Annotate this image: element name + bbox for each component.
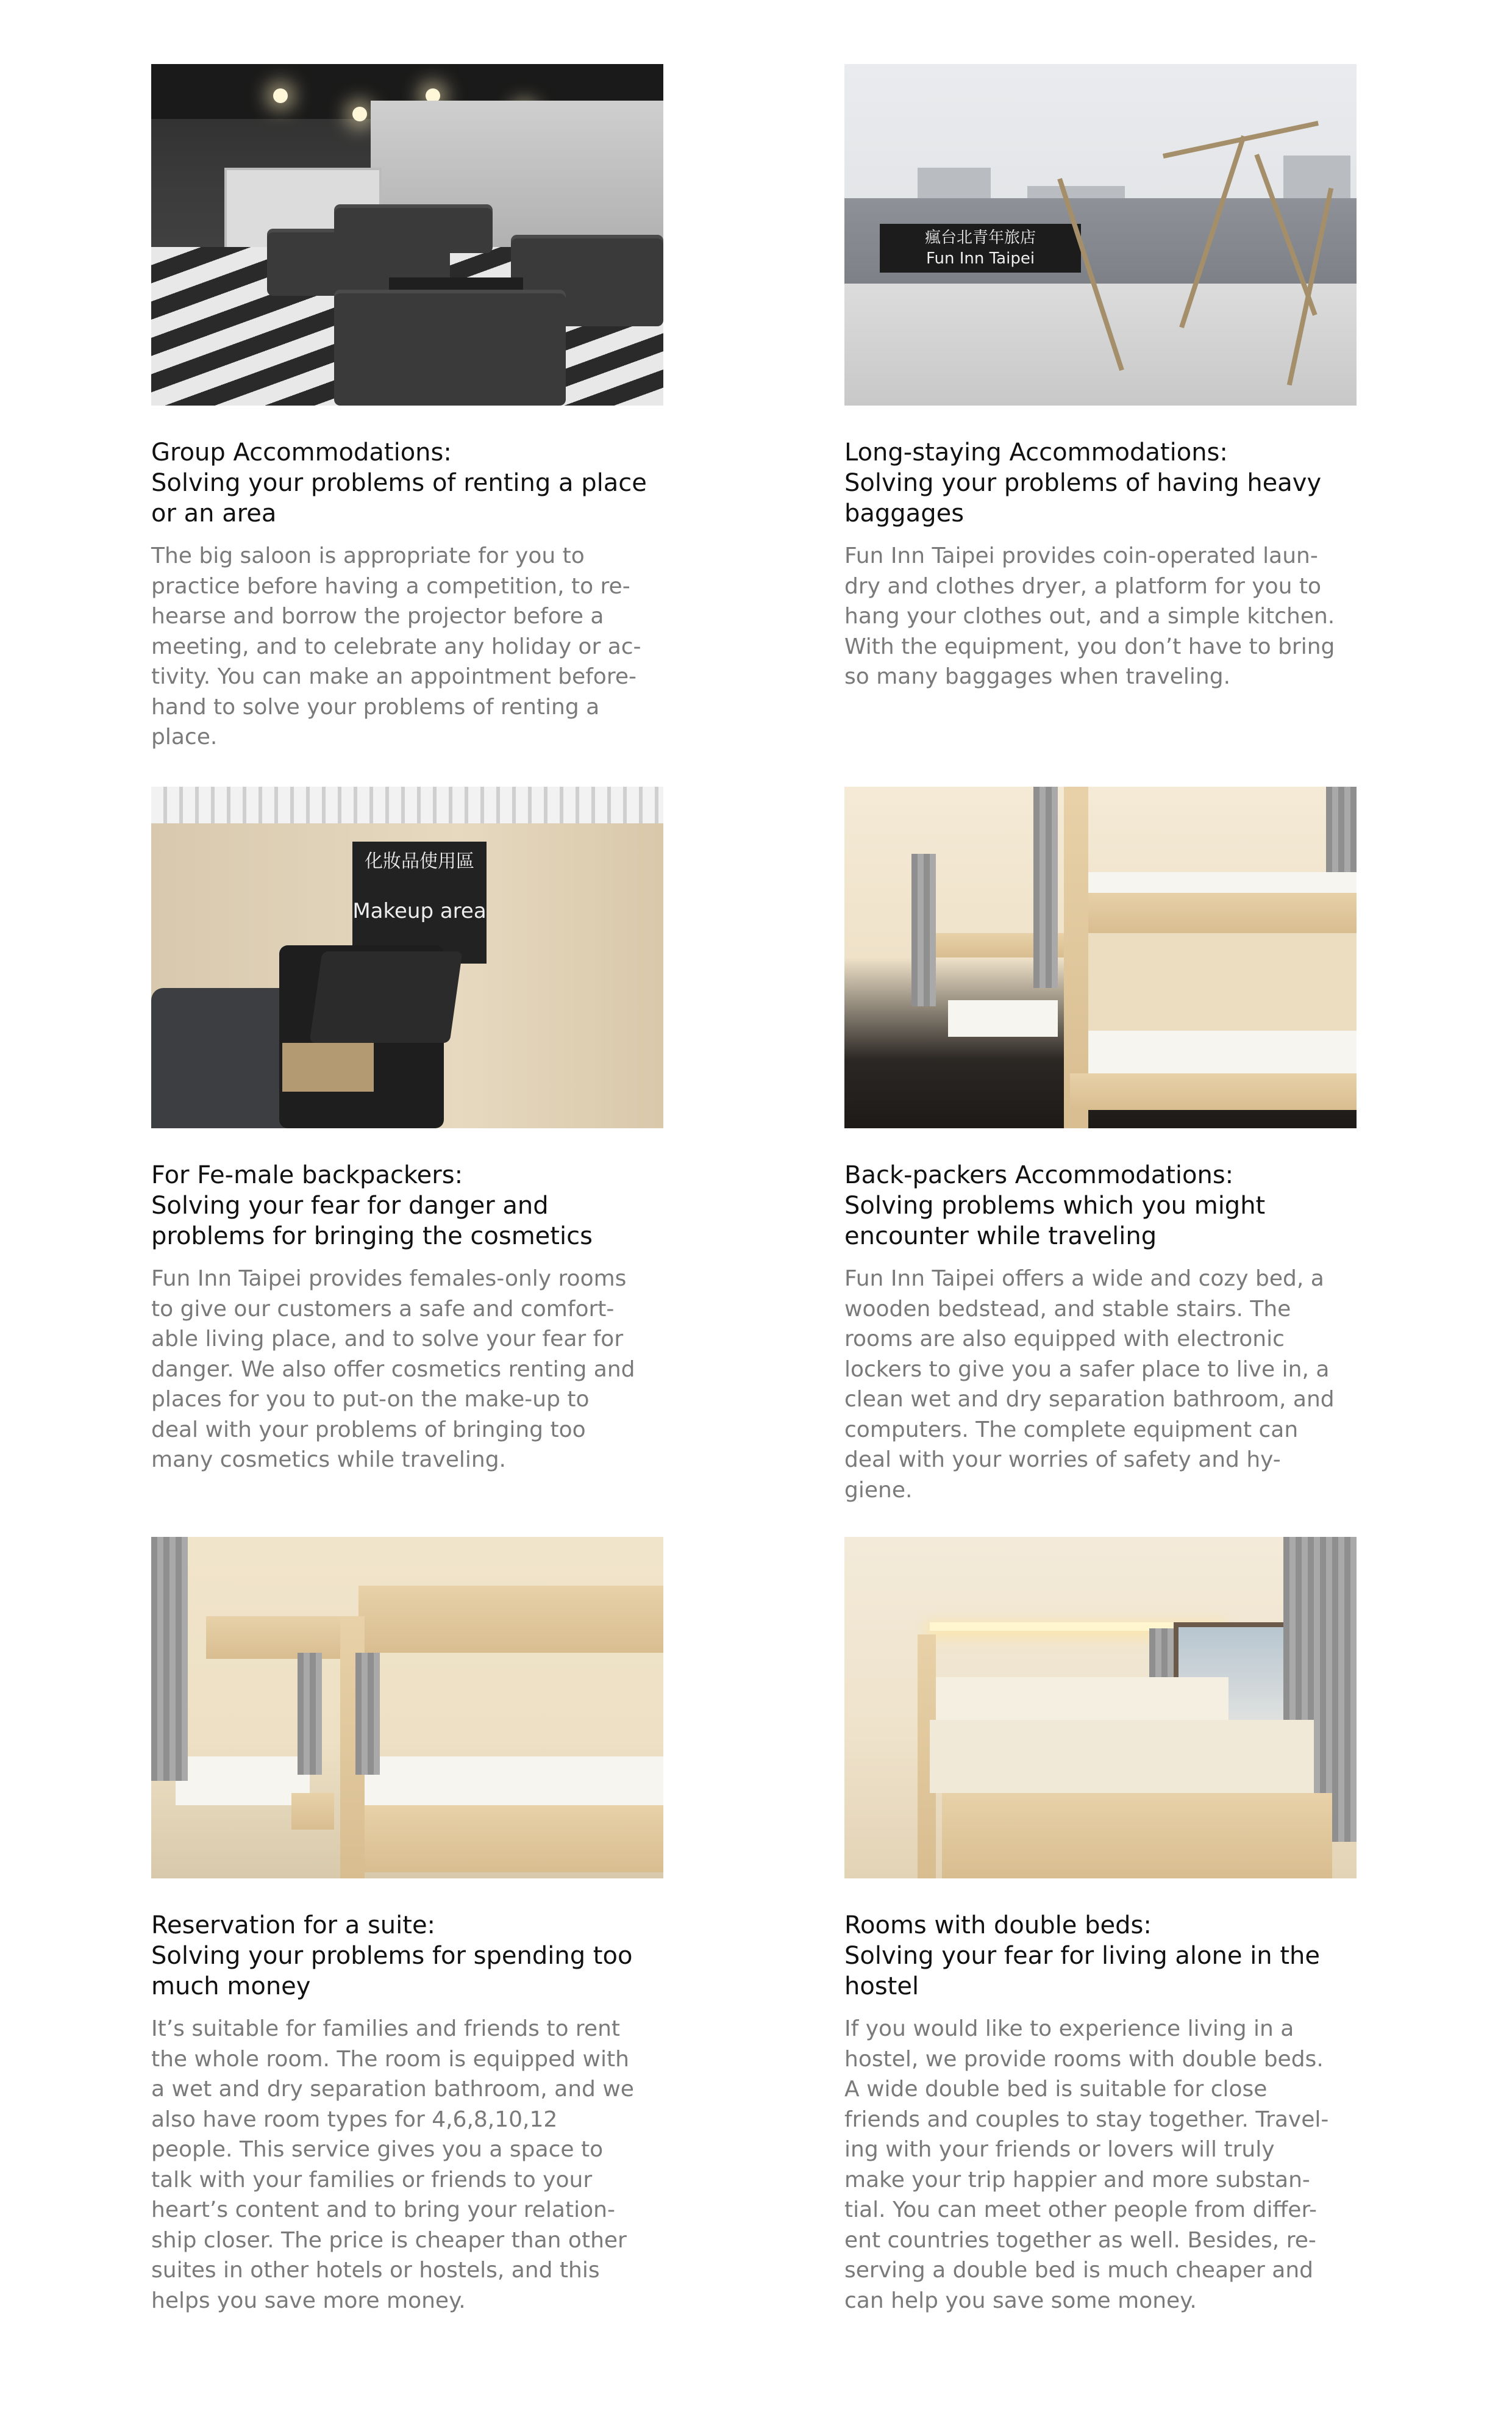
lounge-photo bbox=[151, 64, 663, 406]
card-reservation-suite bbox=[151, 1537, 663, 2316]
makeup-area-sign: 化妝品使用區 Makeup area bbox=[352, 842, 487, 964]
card-heading: Group Accommodations: Solving your problems of renting a place or an area bbox=[151, 438, 647, 528]
card-heading: Long-staying Accommodations: Solving your problems of having heavy baggages bbox=[844, 438, 1322, 528]
card-heading: Reservation for a suite: Solving your problems for spending too much money bbox=[151, 1911, 633, 2000]
card-group-accommodations bbox=[151, 64, 663, 753]
card-body: The big saloon is appropriate for you to practice before having a competition, to re- hearse and borrow the projector before a meeting, and to celebrate any holiday or ac- tivity. You can make an appointment before- hand to solve your problems of renting a place. bbox=[151, 543, 641, 750]
card-body: If you would like to experience living in a hostel, we provide rooms with double beds. A wide double bed is suitable for close friends and couples to stay together. Travel- ing with your friends or lovers will truly make your trip happier and more substan- tial. You can meet other people from differ- ent countries together as well. Besides, re- serving a double bed is much cheaper and can help you save some money. bbox=[844, 2016, 1329, 2313]
card-backpackers-accommodations bbox=[844, 787, 1357, 1505]
card-double-beds bbox=[844, 1537, 1357, 2316]
card-heading: Rooms with double beds: Solving your fear for living alone in the hostel bbox=[844, 1911, 1321, 2000]
card-body: Fun Inn Taipei provides females-only rooms to give our customers a safe and comfort- able living place, and to solve your fear for danger. We also offer cosmetics renting and places for you to put-on the make-up to deal with your problems of bringing too many cosmetics while traveling. bbox=[151, 1266, 635, 1472]
suite-bunk-photo bbox=[151, 1537, 663, 1878]
card-body: Fun Inn Taipei provides coin-operated laun- dry and clothes dryer, a platform for you to hang your clothes out, and a simple kitchen. With the equipment, you don’t have to bring so many baggages when traveling. bbox=[844, 543, 1335, 689]
card-female-backpackers bbox=[151, 787, 663, 1475]
card-body: It’s suitable for families and friends to rent the whole room. The room is equipped with a wet and dry separation bathroom, and we also have room types for 4,6,8,10,12 people. This service gives you a space to talk with your families or friends to your heart’s content and to bring your relation- ship closer. The price is cheaper than other suites in other hotels or hostels, and this helps you save more money. bbox=[151, 2016, 634, 2313]
card-heading: Back-packers Accommodations: Solving problems which you might encounter while traveling bbox=[844, 1161, 1266, 1250]
card-long-staying-accommodations bbox=[844, 64, 1357, 692]
hostel-sign: 瘋台北青年旅店 Fun Inn Taipei bbox=[880, 224, 1081, 273]
makeup-area-photo bbox=[151, 787, 663, 1128]
rooftop-photo bbox=[844, 64, 1357, 406]
double-bed-photo bbox=[844, 1537, 1357, 1878]
card-body: Fun Inn Taipei offers a wide and cozy bed, a wooden bedstead, and stable stairs. The rooms are also equipped with electronic lockers to give you a safer place to live in, a clean wet and dry separation bathroom, and computers. The complete equipment can deal with your worries of safety and hy- giene. bbox=[844, 1266, 1335, 1503]
card-heading: For Fe-male backpackers: Solving your fear for danger and problems for bringing the cosmetics bbox=[151, 1161, 593, 1250]
bunk-room-photo bbox=[844, 787, 1357, 1128]
